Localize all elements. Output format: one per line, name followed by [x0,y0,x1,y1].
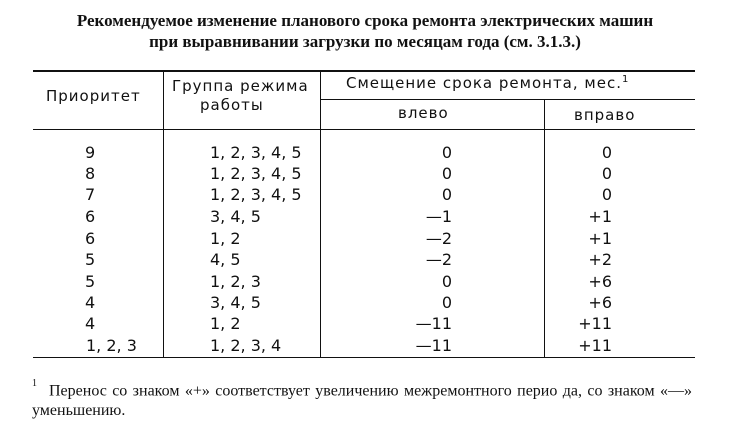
header-right: вправо [574,106,636,124]
footnote-text: Перенос со знаком «+» соответствует увеличению межремонтного перио да, со знаком «—» уменьшению. [32,382,692,420]
row-priority: 4 [85,293,96,312]
row-group: 1, 2, 3, 4, 5 [210,143,302,162]
row-shift-right: +11 [578,336,612,355]
footnote-marker: 1 [32,378,37,389]
subheader-rule [320,99,695,100]
row-shift-left: 0 [441,293,452,312]
row-shift-right: +2 [588,250,612,269]
row-shift-left: 0 [441,164,452,183]
row-group: 4, 5 [210,250,241,269]
row-priority: 1, 2, 3 [86,336,137,355]
header-footnote-marker: 1 [621,74,630,85]
row-priority: 5 [85,250,96,269]
row-shift-left: —11 [415,314,452,333]
row-group: 3, 4, 5 [210,207,261,226]
header-group-line-1: Группа режима [172,77,309,95]
col-divider-1 [163,72,164,357]
row-shift-left: —2 [425,250,452,269]
row-priority: 8 [85,164,96,183]
row-shift-left: —2 [425,229,452,248]
row-group: 1, 2, 3, 4, 5 [210,185,302,204]
row-group: 1, 2 [210,229,241,248]
header-left: влево [398,104,449,122]
row-shift-right: +11 [578,314,612,333]
row-shift-right: +6 [588,293,612,312]
row-shift-right: 0 [601,185,612,204]
header-group-line-2: работы [200,96,264,114]
row-group: 1, 2 [210,314,241,333]
row-shift-right: 0 [601,164,612,183]
row-shift-left: 0 [441,272,452,291]
row-shift-left: 0 [441,143,452,162]
footnote [32,377,692,421]
row-shift-left: 0 [441,185,452,204]
row-priority: 6 [85,229,96,248]
row-shift-right: +1 [588,229,612,248]
header-priority: Приоритет [46,87,141,105]
table-top-rule [33,70,695,72]
row-group: 1, 2, 3, 4, 5 [210,164,302,183]
document-title-line-1: Рекомендуемое изменение планового срока ремонта электрических машин [76,11,654,30]
row-priority: 7 [85,185,96,204]
row-priority: 4 [85,314,96,333]
row-priority: 5 [85,272,96,291]
row-shift-right: 0 [601,143,612,162]
col-divider-2 [320,72,321,357]
header-bottom-rule [33,129,695,130]
row-priority: 9 [85,143,96,162]
row-group: 1, 2, 3, 4 [210,336,282,355]
header-shift [346,74,629,92]
row-shift-right: +1 [588,207,612,226]
row-shift-left: —1 [425,207,452,226]
header-shift-text: Смещение срока ремонта, мес. [346,74,622,92]
row-group: 3, 4, 5 [210,293,261,312]
col-divider-3 [544,100,545,357]
row-group: 1, 2, 3 [210,272,261,291]
document-title-line-2: при выравнивании загрузки по месяцам года (см. 3.1.3.) [149,32,581,51]
row-shift-right: +6 [588,272,612,291]
row-priority: 6 [85,207,96,226]
table-bottom-rule [33,357,695,358]
row-shift-left: —11 [415,336,452,355]
